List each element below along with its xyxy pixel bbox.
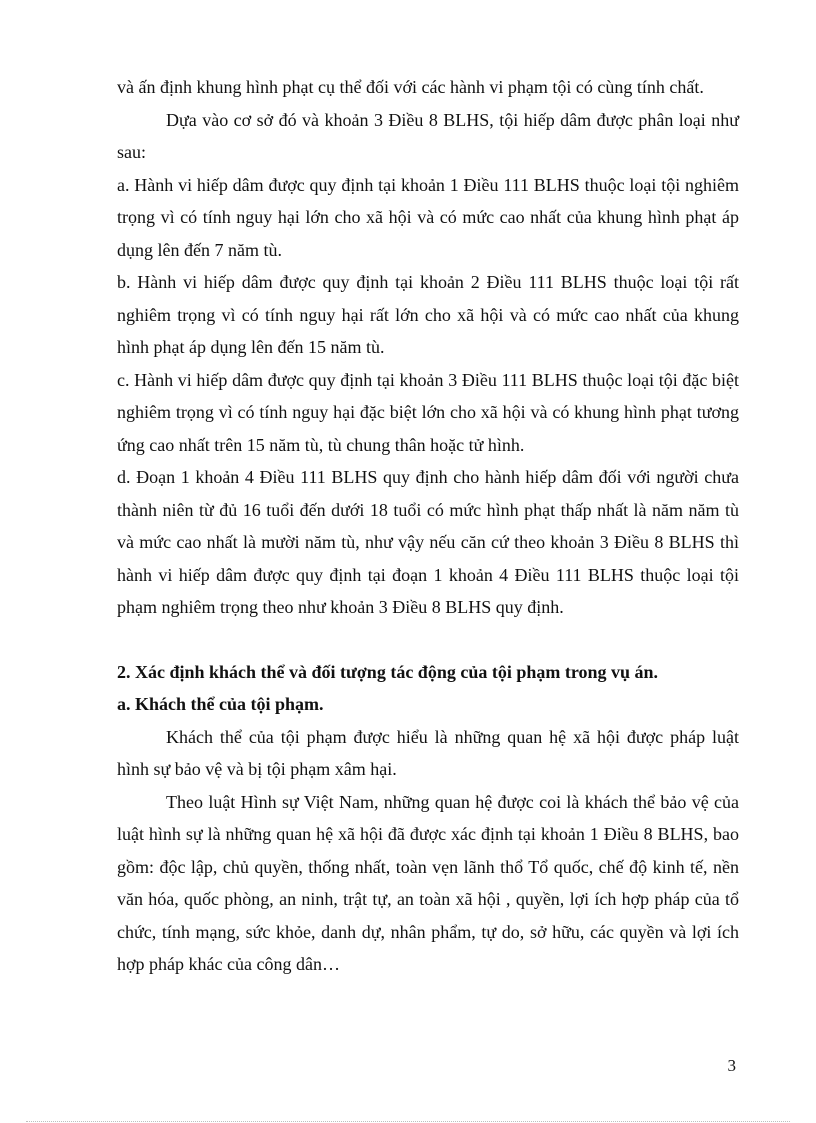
subsection-heading-a: a. Khách thể của tội phạm. — [117, 694, 324, 714]
section-heading-2: 2. Xác định khách thể và đối tượng tác động của tội phạm trong vụ án. — [117, 661, 659, 682]
list-item-d: d. Đoạn 1 khoản 4 Điều 111 BLHS quy định cho hành hiếp dâm đối với người chưa thành niên từ đủ 16 tuổi đến dưới 18 tuổi có mức hình phạt thấp nhất là năm năm tù và mức cao nhất là mười năm tù, như vậy nếu căn cứ theo khoản 3 Điều 8 BLHS thì hành vi hiếp dâm được quy định tại đoạn 1 khoản 4 Điều 111 BLHS thuộc loại tội phạm nghiêm trọng theo như khoản 3 Điều 8 BLHS quy định. — [117, 467, 739, 617]
page-bottom-divider — [26, 1121, 790, 1122]
section-spacer — [117, 624, 739, 656]
list-item-b: b. Hành vi hiếp dâm được quy định tại khoản 2 Điều 111 BLHS thuộc loại tội rất nghiêm trọng vì có tính nguy hại rất lớn cho xã hội và có mức cao nhất của khung hình phạt áp dụng lên đến 15 năm tù. — [117, 272, 739, 357]
list-item-a: a. Hành vi hiếp dâm được quy định tại khoản 1 Điều 111 BLHS thuộc loại tội nghiêm trọng vì có tính nguy hại lớn cho xã hội và có mức cao nhất của khung hình phạt áp dụng lên đến 7 năm tù. — [117, 174, 739, 260]
page-number: 3 — [727, 1056, 736, 1075]
paragraph-object-definition: Khách thể của tội phạm được hiểu là những quan hệ xã hội được pháp luật hình sự bảo vệ và bị tội phạm xâm hại. — [117, 726, 739, 779]
paragraph-object-scope: Theo luật Hình sự Việt Nam, những quan hệ được coi là khách thể bảo vệ của luật hình sự là những quan hệ xã hội đã được xác định tại khoản 1 Điều 8 BLHS, bao gồm: độc lập, chủ quyền, thống nhất, toàn vẹn lãnh thổ Tổ quốc, chế độ kinh tế, nền văn hóa, quốc phòng, an ninh, trật tự, an toàn xã hội , quyền, lợi ích hợp pháp của tổ chức, tính mạng, sức khỏe, danh dự, nhân phẩm, tự do, sở hữu, các quyền và lợi ích hợp pháp khác của công dân… — [117, 791, 739, 974]
document-body — [117, 71, 739, 981]
paragraph-classification-intro: Dựa vào cơ sở đó và khoản 3 Điều 8 BLHS, tội hiếp dâm được phân loại như sau: — [117, 109, 739, 162]
paragraph-continuation: và ấn định khung hình phạt cụ thể đối với các hành vi phạm tội có cùng tính chất. — [117, 77, 704, 97]
list-item-c: c. Hành vi hiếp dâm được quy định tại khoản 3 Điều 111 BLHS thuộc loại tội đặc biệt nghiêm trọng vì có tính nguy hại đặc biệt lớn cho xã hội và có khung hình phạt tương ứng cao nhất trên 15 năm tù, tù chung thân hoặc tử hình. — [117, 369, 739, 455]
